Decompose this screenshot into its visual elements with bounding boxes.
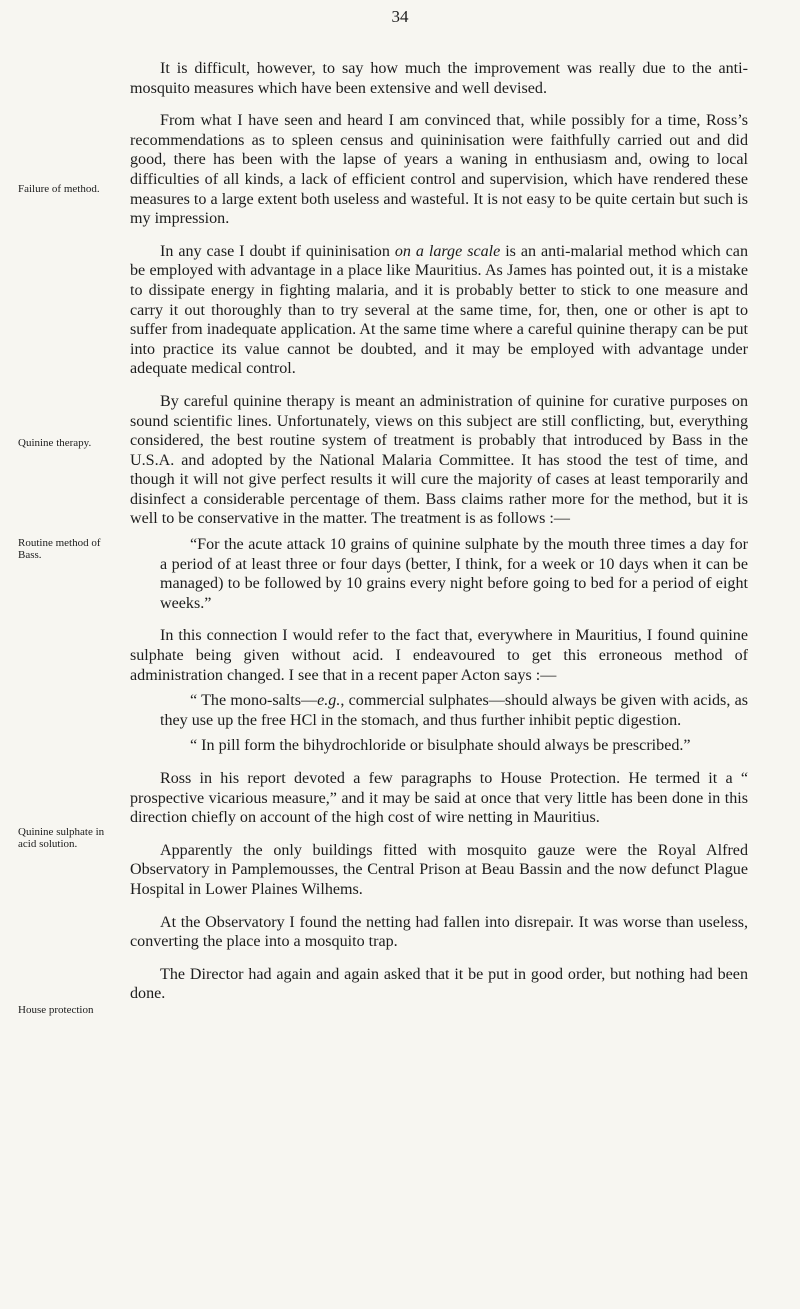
paragraph-director: The Director had again and again asked that it be put in good order, but nothing had been done. (130, 965, 748, 1003)
body-text (130, 59, 748, 1017)
quote-bass-treatment: “For the acute attack 10 grains of quinine sulphate by the mouth three times a day for a period of at least three or four days (better, I think, for a week or 10 days when it can be managed) to be followed by 10 grains every night before going to bed for a period of eight weeks.” (160, 536, 748, 612)
margin-note-routine-method: Routine method of Bass. (18, 537, 101, 561)
paragraph-failure: From what I have seen and heard I am convinced that, while possibly for a time, Ross’s recommendations as to spleen census and quininisation were faithfully carried out and did good, there has been with the lapse of years a waning in enthusiasm and, owing to local difficulties of all kinds, a lack of efficient control and supervision, which have rendered these measures to a large extent both useless and wasteful. It is not easy to be quite certain but such is my impression. (130, 112, 748, 228)
margin-note-house-protection: House protection (18, 1004, 94, 1016)
paragraph-acid-solution: In this connection I would refer to the fact that, everywhere in Mauritius, I found quinine sulphate being given without acid. I endeavoured to get this erroneous method of administration changed. I see that in a recent paper Acton says :— (130, 627, 748, 684)
page-number: 34 (391, 7, 409, 26)
quote-acton-mono-salts (130, 691, 748, 730)
paragraph-quinine-therapy: By careful quinine therapy is meant an administration of quinine for curative purposes on sound scientific lines. Unfortunately, views on this subject are still conflicting, but, everything considered, the best routine system of treatment is probably that introduced by Bass in the U.S.A. and adopted by the National Malaria Committee. It has stood the test of time, and though it will not give perfect results it will cure the majority of cases at least temporarily and disinfect a considerable percentage of them. Bass claims rather more for the method, but it is well to be conservative in the matter. The treatment is as follows :— (130, 392, 748, 528)
emphasis-eg: e.g. (317, 692, 341, 710)
quote-acton-pill-form: “ In pill form the bihydrochloride or bisulphate should always be prescribed.” (190, 737, 691, 755)
quote-acton-end: , commercial sulphates—should always be given with acids, as they use up the free HCl in the stomach, and thus further inhibit peptic digestion. (160, 692, 748, 729)
paragraph-improvement: It is difficult, however, to say how much the improvement was really due to the anti-mosquito measures which have been extensive and well devised. (130, 60, 748, 97)
paragraph-quininisation-start: In any case I doubt if quininisation (160, 242, 395, 260)
paragraph-quininisation (130, 242, 748, 379)
emphasis-large-scale: on a large scale (394, 242, 501, 260)
margin-note-quinine-sulphate: Quinine sulphate in acid solution. (18, 826, 105, 850)
margin-note-failure-of-method: Failure of method. (18, 183, 100, 195)
paragraph-mosquito-gauze: Apparently the only buildings fitted with mosquito gauze were the Royal Alfred Observatory in Pamplemousses, the Central Prison at Beau Bassin and the now defunct Plague Hospital in Lower Plaines Wilhems. (130, 841, 748, 898)
paragraph-observatory: At the Observatory I found the netting had fallen into disrepair. It was worse than useless, converting the place into a mosquito trap. (130, 913, 748, 951)
quote-acton-start: “ The mono-salts— (190, 692, 318, 710)
margin-note-quinine-therapy: Quinine therapy. (18, 437, 92, 449)
paragraph-quininisation-end: is an anti-malarial method which can be employed with advantage in a place like Mauritius. As James has pointed out, it is a mistake to dissipate energy in fighting malaria, and it is probably better to stick to one measure and carry it out thoroughly than to try several at the same time, for, then, one or other is apt to suffer from inadequate application. At the same time where a careful quinine therapy can be put into practice its value cannot be doubted, and it may be employed with advantage under adequate medical control. (130, 242, 749, 378)
paragraph-house-protection: Ross in his report devoted a few paragraphs to House Protection. He termed it a “ prospective vicarious measure,” and it may be said at once that very little has been done in this direction chiefly on account of the high cost of wire netting in Mauritius. (130, 770, 748, 827)
